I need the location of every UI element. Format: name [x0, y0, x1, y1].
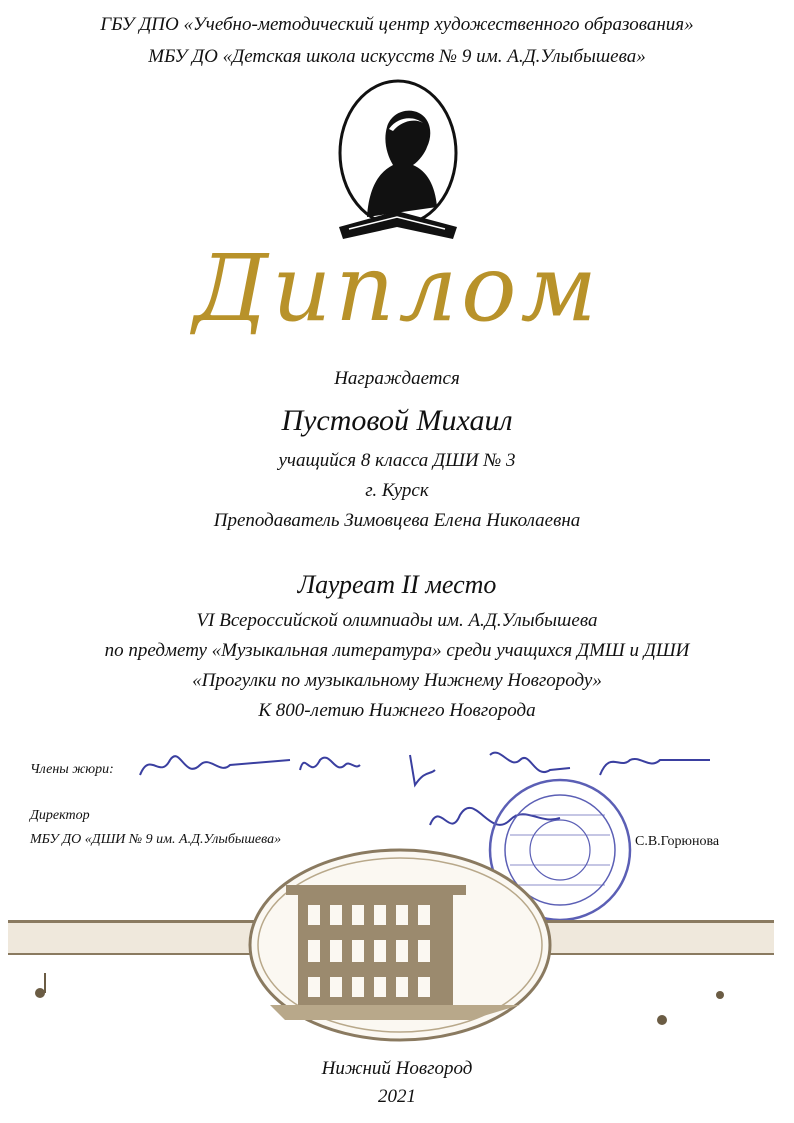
olympiad-line-1: VI Всероссийской олимпиады им. А.Д.Улыбышева	[196, 610, 598, 631]
student-city: г. Курск	[365, 480, 429, 501]
header-organization: ГБУ ДПО «Учебно-методический центр художественного образования»	[100, 14, 694, 35]
olympiad-line-3: «Прогулки по музыкальному Нижнему Новгороду»	[192, 670, 602, 691]
header-school: МБУ ДО «Детская школа искусств № 9 им. А.Д.Улыбышева»	[148, 46, 646, 67]
school-building-emblem-icon	[0, 845, 794, 1055]
olympiad-line-2: по предмету «Музыкальная литература» среди учащихся ДМШ и ДШИ	[104, 640, 690, 661]
footer-year: 2021	[378, 1086, 416, 1107]
director-name: С.В.Горюнова	[635, 834, 720, 849]
director-title: Директор	[30, 808, 90, 823]
portrait-emblem-icon	[327, 77, 469, 249]
student-class: учащийся 8 класса ДШИ № 3	[278, 450, 516, 471]
director-organization: МБУ ДО «ДШИ № 9 им. А.Д.Улыбышева»	[30, 832, 282, 847]
diploma-title: Диплом	[193, 235, 601, 342]
footer-city: Нижний Новгород	[321, 1058, 473, 1079]
awarded-label: Награждается	[334, 368, 460, 389]
laureate-place: Лауреат II место	[297, 570, 497, 599]
olympiad-line-4: К 800-летию Нижнего Новгорода	[258, 700, 536, 721]
jury-label: Члены жюри:	[30, 762, 114, 777]
recipient-name: Пустовой Михаил	[281, 404, 513, 437]
teacher-name: Преподаватель Зимовцева Елена Николаевна	[213, 510, 581, 531]
